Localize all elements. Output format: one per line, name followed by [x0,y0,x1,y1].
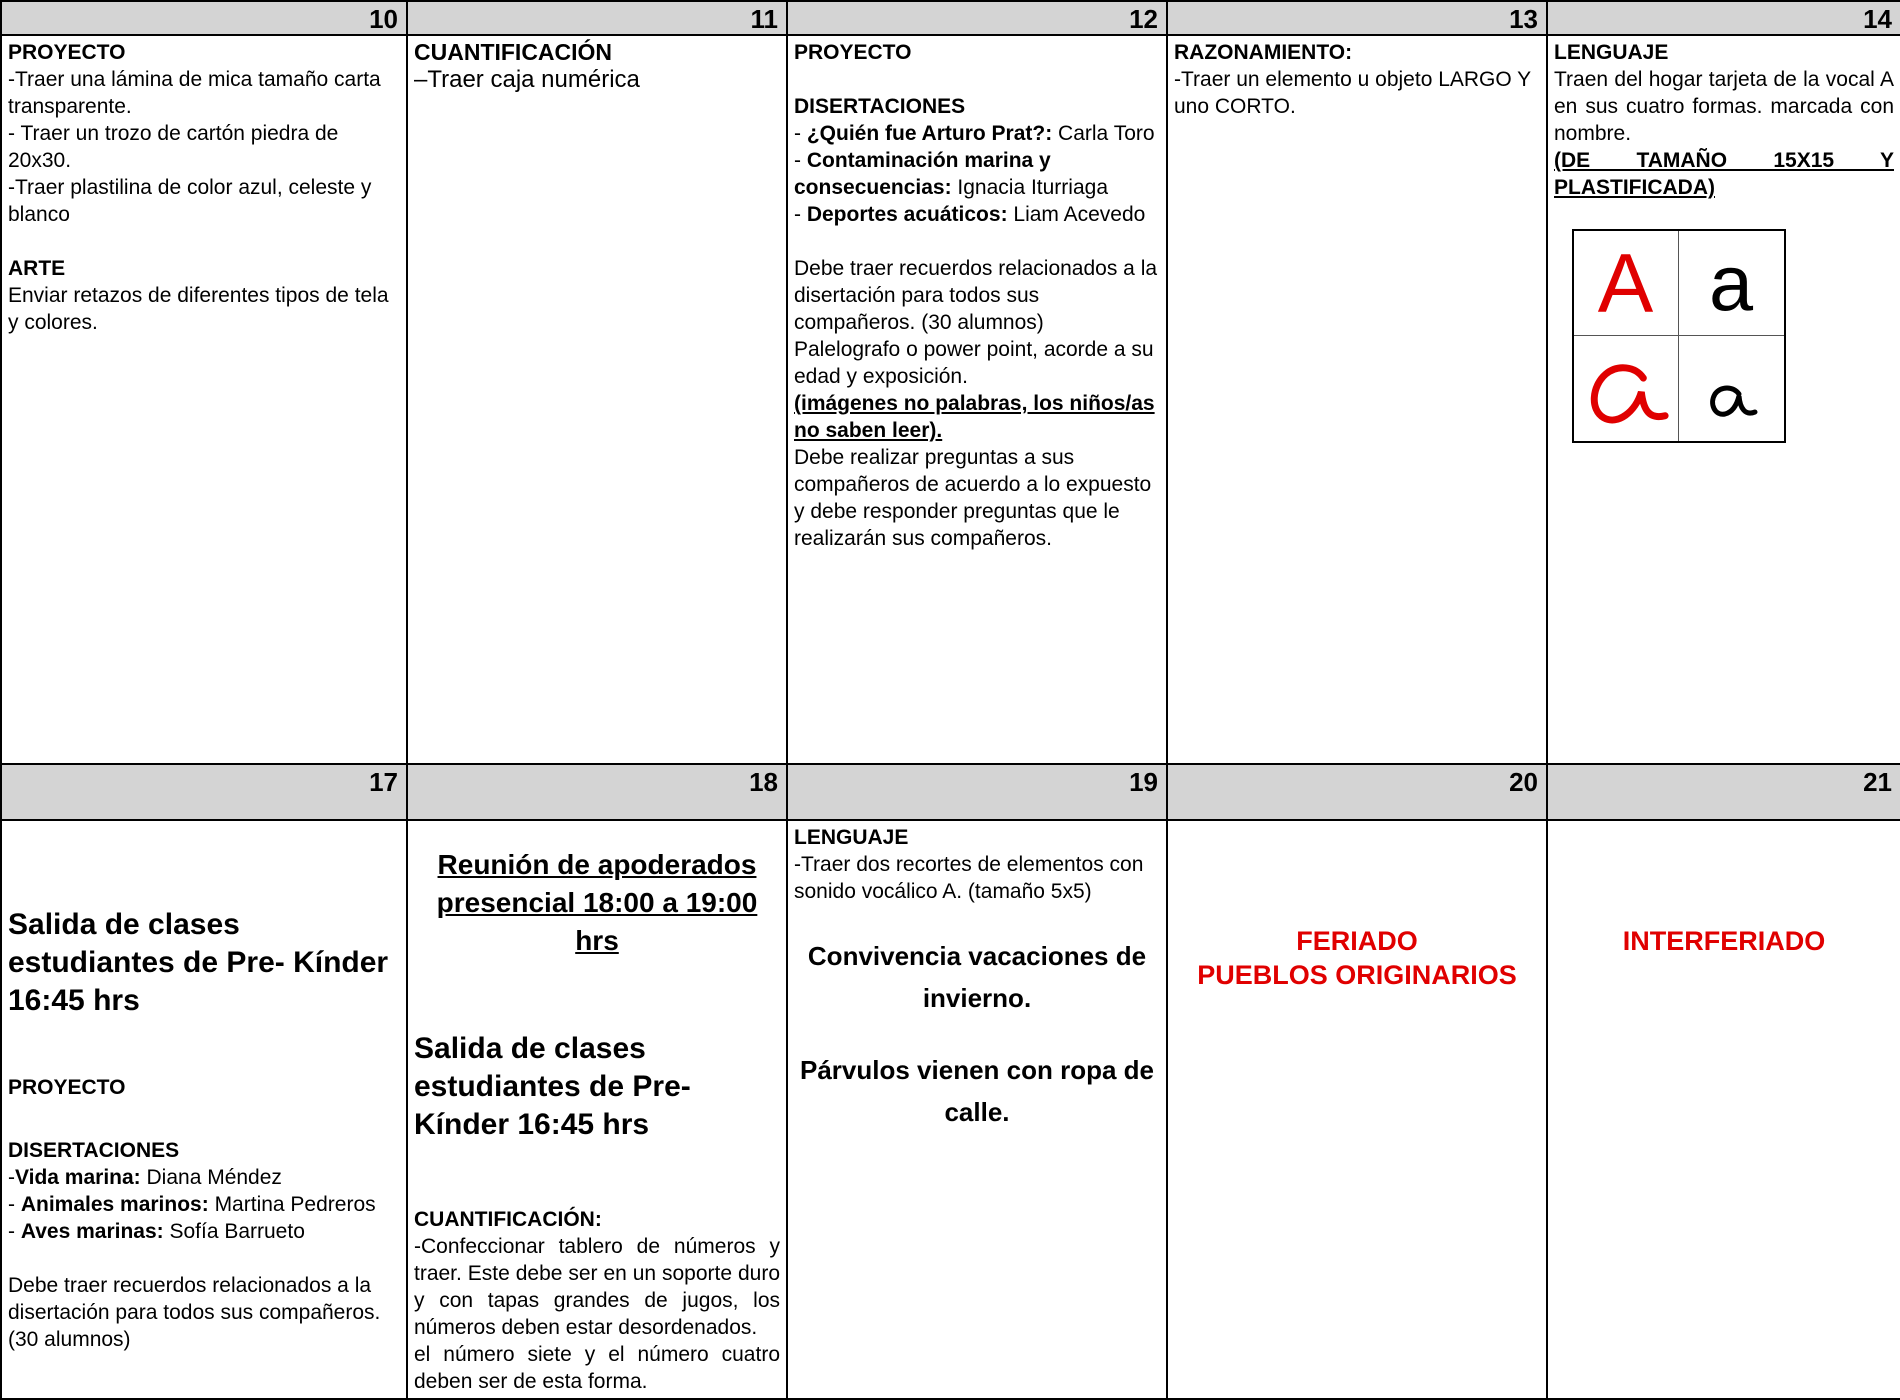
day-number: 21 [1547,764,1900,820]
day-cell-10 [1,35,407,764]
week2-header-row [1,764,1900,820]
svg-text:A: A [1597,237,1654,331]
vowel-lower-cursive-icon [1679,336,1784,441]
holiday-name: PUEBLOS ORIGINARIOS [1197,960,1517,990]
day-cell-13 [1167,35,1547,764]
day-number: 14 [1547,1,1900,35]
day-number: 12 [787,1,1167,35]
instruction-text: Debe realizar preguntas a sus compañeros de acuerdo a lo expuesto y debe responder preguntas que le realizarán sus compañeros. [794,446,1152,550]
presentation-item: - Aves marinas: Sofía Barrueto [8,1220,305,1243]
day-number: 17 [1,764,407,820]
day-cell-20 [1167,820,1547,1399]
day-number: 18 [407,764,787,820]
dismissal-notice: Salida de clases estudiantes de Pre- Kínder 16:45 hrs [414,1032,691,1141]
section-heading: LENGUAJE [1554,41,1669,64]
section-heading: PROYECTO [8,41,126,64]
day-number: 11 [407,1,787,35]
day-number: 19 [787,764,1167,820]
presentation-item: - Deportes acuáticos: Liam Acevedo [794,203,1146,226]
day-cell-18 [407,820,787,1399]
day-cell-17 [1,820,407,1399]
task-text: el número siete y el número cuatro deben ser de esta forma. [414,1343,780,1393]
task-text: Enviar retazos de diferentes tipos de tela y colores. [8,284,389,334]
holiday-label: FERIADO [1296,926,1418,956]
task-text: –Traer caja numérica [414,66,640,93]
section-heading: DISERTACIONES [8,1139,180,1162]
day-cell-19 [787,820,1167,1399]
dismissal-notice: Salida de clases estudiantes de Pre- Kínder 16:45 hrs [8,908,389,1017]
section-heading: DISERTACIONES [794,95,966,118]
task-text: -Confeccionar tablero de números y traer. Este debe ser en un soporte duro y con tapas grandes de jugos, los números deben estar desordenados. [414,1235,780,1339]
section-heading: PROYECTO [794,41,912,64]
presentation-item: - ¿Quién fue Arturo Prat?: Carla Toro [794,122,1155,145]
week1-header-row [1,1,1900,35]
instruction-text: Debe traer recuerdos relacionados a la disertación para todos sus compañeros. (30 alumnos) [794,257,1158,334]
street-clothes-notice: Párvulos vienen con ropa de calle. [800,1055,1154,1127]
instruction-text: Palelografo o power point, acorde a su edad y exposición. [794,338,1154,388]
parent-meeting-notice: Reunión de apoderados presencial 18:00 a 19:00 hrs [436,849,758,956]
day-number: 20 [1167,764,1547,820]
day-cell-11 [407,35,787,764]
day-cell-14 [1547,35,1900,764]
vowel-upper-cursive-icon [1574,336,1679,441]
winter-break-notice: Convivencia vacaciones de invierno. [807,941,1147,1013]
task-text: -Traer un elemento u objeto LARGO Y uno CORTO. [1174,68,1531,118]
day-number: 13 [1167,1,1547,35]
section-heading: PROYECTO [8,1076,126,1099]
presentation-item: -Vida marina: Diana Méndez [8,1166,282,1189]
task-text: -Traer una lámina de mica tamaño carta transparente. [8,68,381,118]
task-text: -Traer dos recortes de elementos con sonido vocálico A. (tamaño 5x5) [794,853,1144,903]
presentation-item: - Contaminación marina y consecuencias: Ignacia Iturriaga [794,149,1109,199]
day-number: 10 [1,1,407,35]
instruction-note: (imágenes no palabras, los niños/as no saben leer). [794,392,1155,442]
vowel-a-card-image [1572,229,1786,443]
instruction-text: Debe traer recuerdos relacionados a la disertación para todos sus compañeros. (30 alumnos) [8,1274,381,1351]
task-text: - Traer un trozo de cartón piedra de 20x30. [8,122,339,172]
bridge-holiday-label: INTERFERIADO [1622,926,1826,956]
svg-text:a: a [1708,238,1754,328]
week1-content-row [1,35,1900,764]
day-cell-21 [1547,820,1900,1399]
task-text: Traen del hogar tarjeta de la vocal A en sus cuatro formas. marcada con nombre. [1554,68,1894,145]
section-heading: ARTE [8,257,66,280]
task-text: -Traer plastilina de color azul, celeste y blanco [8,176,372,226]
section-heading: CUANTIFICACIÓN: [414,1208,602,1231]
week2-content-row [1,820,1900,1399]
vowel-upper-print [1574,231,1679,336]
section-heading: CUANTIFICACIÓN [414,39,613,65]
vowel-lower-print [1679,231,1784,336]
section-heading: RAZONAMIENTO: [1174,41,1353,64]
day-cell-12 [787,35,1167,764]
presentation-item: - Animales marinos: Martina Pedreros [8,1193,376,1216]
size-note: (DE TAMAÑO 15X15 Y PLASTIFICADA) [1554,149,1894,199]
section-heading: LENGUAJE [794,826,909,849]
